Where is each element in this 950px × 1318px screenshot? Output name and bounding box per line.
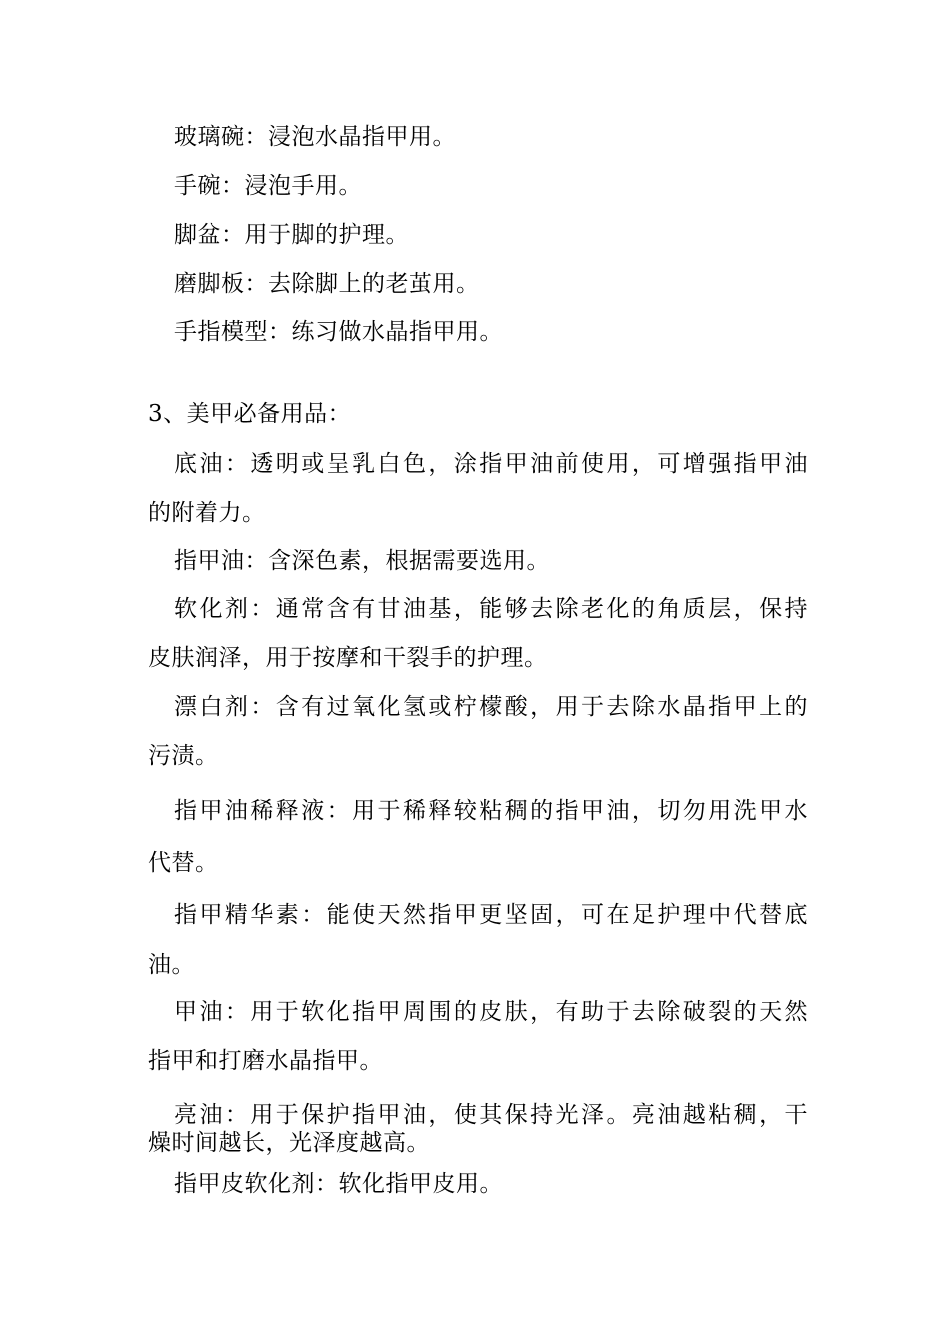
- supply-item-line: 指甲油：含深色素，根据需要选用。: [174, 548, 550, 574]
- supply-item-line: 亮油：用于保护指甲油，使其保持光泽。亮油越粘稠，干: [174, 1102, 808, 1128]
- supply-item-line: 指甲皮软化剂：软化指甲皮用。: [174, 1171, 503, 1197]
- supply-item-line: 甲油：用于软化指甲周围的皮肤，有助于去除破裂的天然: [174, 999, 808, 1025]
- supply-item-line: 指甲和打磨水晶指甲。: [148, 1048, 383, 1074]
- supply-item-line: 的附着力。: [148, 500, 266, 526]
- supply-item-line: 代替。: [148, 850, 219, 876]
- tool-item: 磨脚板：去除脚上的老茧用。: [174, 271, 480, 297]
- supply-item-line: 漂白剂：含有过氧化氢或柠檬酸，用于去除水晶指甲上的: [174, 694, 808, 720]
- section-heading: 3、美甲必备用品：: [148, 401, 352, 427]
- tool-item: 玻璃碗：浸泡水晶指甲用。: [174, 124, 456, 150]
- supply-item-line: 油。: [148, 952, 195, 978]
- supply-item-line: 底油：透明或呈乳白色，涂指甲油前使用，可增强指甲油: [174, 451, 808, 477]
- supply-item-line: 指甲精华素：能使天然指甲更坚固，可在足护理中代替底: [174, 902, 808, 928]
- supply-item-line: 指甲油稀释液：用于稀释较粘稠的指甲油，切勿用洗甲水: [174, 798, 808, 824]
- supply-item-line: 燥时间越长，光泽度越高。: [148, 1130, 430, 1156]
- tool-item: 手碗：浸泡手用。: [174, 173, 362, 199]
- tool-item: 脚盆：用于脚的护理。: [174, 222, 409, 248]
- supply-item-line: 污渍。: [148, 743, 219, 769]
- supply-item-line: 软化剂：通常含有甘油基，能够去除老化的角质层，保持: [174, 596, 808, 622]
- supply-item-line: 皮肤润泽，用于按摩和干裂手的护理。: [148, 645, 548, 671]
- tool-item: 手指模型：练习做水晶指甲用。: [174, 319, 503, 345]
